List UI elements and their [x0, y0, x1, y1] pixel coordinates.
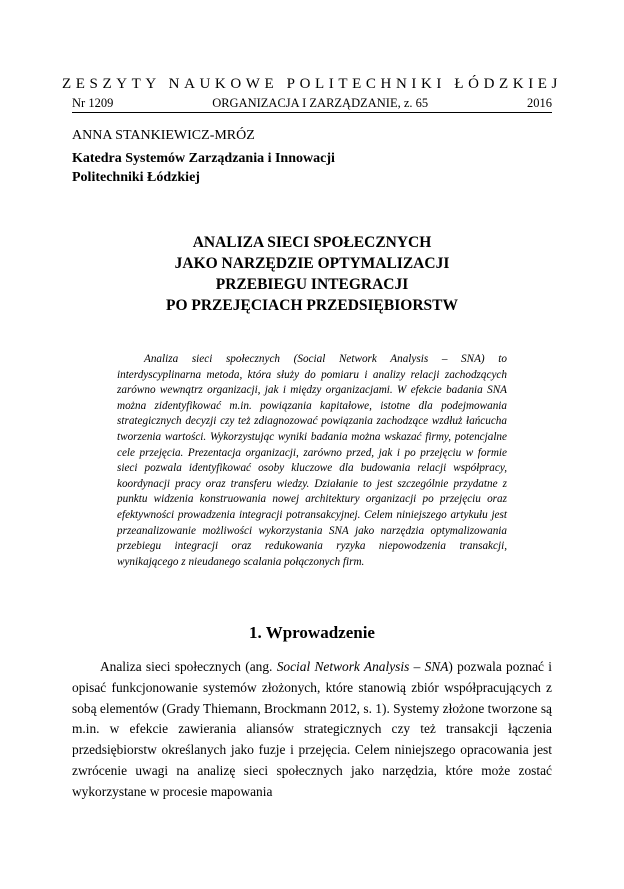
title-line: ANALIZA SIECI SPOŁECZNYCH — [192, 234, 432, 251]
section-heading: 1. Wprowadzenie — [249, 623, 375, 642]
header-rule — [72, 112, 552, 113]
title-line: PRZEBIEGU INTEGRACJI — [215, 276, 409, 293]
author-affiliation — [72, 149, 335, 187]
affiliation-line: Politechniki Łódzkiej — [72, 170, 200, 185]
body-text-segment: ) pozwala poznać i opisać funkcjonowanie systemów złożonych, które stanowią zbiór współpracujących z sobą elementów (Grady Thiemann, Brockmann 2012, s. 1). Systemy złożone tworzone są m.in. w efekcie zawierania aliansów strategicznych czy też transakcji łączenia przedsiębiorstw określanych jako fuzje i przejęcia. Celem niniejszego opracowania jest zwrócenie uwagi na analizę sieci społecznych jako narzędzia, które może zostać wykorzystane w procesie mapowania — [72, 659, 552, 799]
body-text-italic: Social Network Analysis – SNA — [276, 659, 449, 674]
journal-year: 2016 — [527, 96, 552, 110]
journal-name: ZESZYTY NAUKOWE POLITECHNIKI ŁÓDZKIEJ — [61, 76, 562, 92]
journal-info-line — [72, 96, 552, 110]
affiliation-line: Katedra Systemów Zarządzania i Innowacji — [72, 151, 335, 166]
title-line: PO PRZEJĘCIACH PRZEDSIĘBIORSTW — [166, 297, 458, 314]
paper-title — [72, 232, 552, 316]
journal-series: ORGANIZACJA I ZARZĄDZANIE, z. 65 — [212, 96, 429, 110]
title-line: JAKO NARZĘDZIE OPTYMALIZACJI — [174, 255, 450, 272]
body-text-segment: Analiza sieci społecznych (ang. — [100, 659, 277, 674]
abstract: Analiza sieci społecznych (Social Network Analysis – SNA) to interdyscyplinarna metoda, która służy do pomiaru i analizy relacji zachodzących zarówno wewnątrz organizacji, jak i między organizacjami. W efekcie badania SNA można zidentyfikować m.in. powiązania kapitałowe, istotne dla podejmowania strategicznych decyzji czy też zdiagnozować powiązania zachodzące wzdłuż łańcucha tworzenia wartości. Wykorzystując wyniki badania można wskazać firmy, potencjalne cele przejęcia. Prezentacja organizacji, zarówno przed, jak i po przejęciu w formie sieci pozwala identyfikować osoby kluczowe dla budowania relacji współpracy, koordynacji pracy oraz transferu wiedzy. Działanie to jest szczególnie przydatne z punktu widzenia konstruowania nowej architektury organizacji po przejęciu oraz efektywności prowadzenia integracji potransakcyjnej. Celem niniejszego artykułu jest przeanalizowanie możliwości wykorzystania SNA jako narzędzia optymalizowania przebiegu integracji oraz redukowania ryzyka niepowodzenia transakcji, wynikającego z nieudanego scalania połączonych firm. — [117, 353, 507, 568]
issue-number: Nr 1209 — [72, 96, 114, 110]
author-name: ANNA STANKIEWICZ-MRÓZ — [72, 128, 255, 143]
body-paragraph — [72, 657, 552, 803]
